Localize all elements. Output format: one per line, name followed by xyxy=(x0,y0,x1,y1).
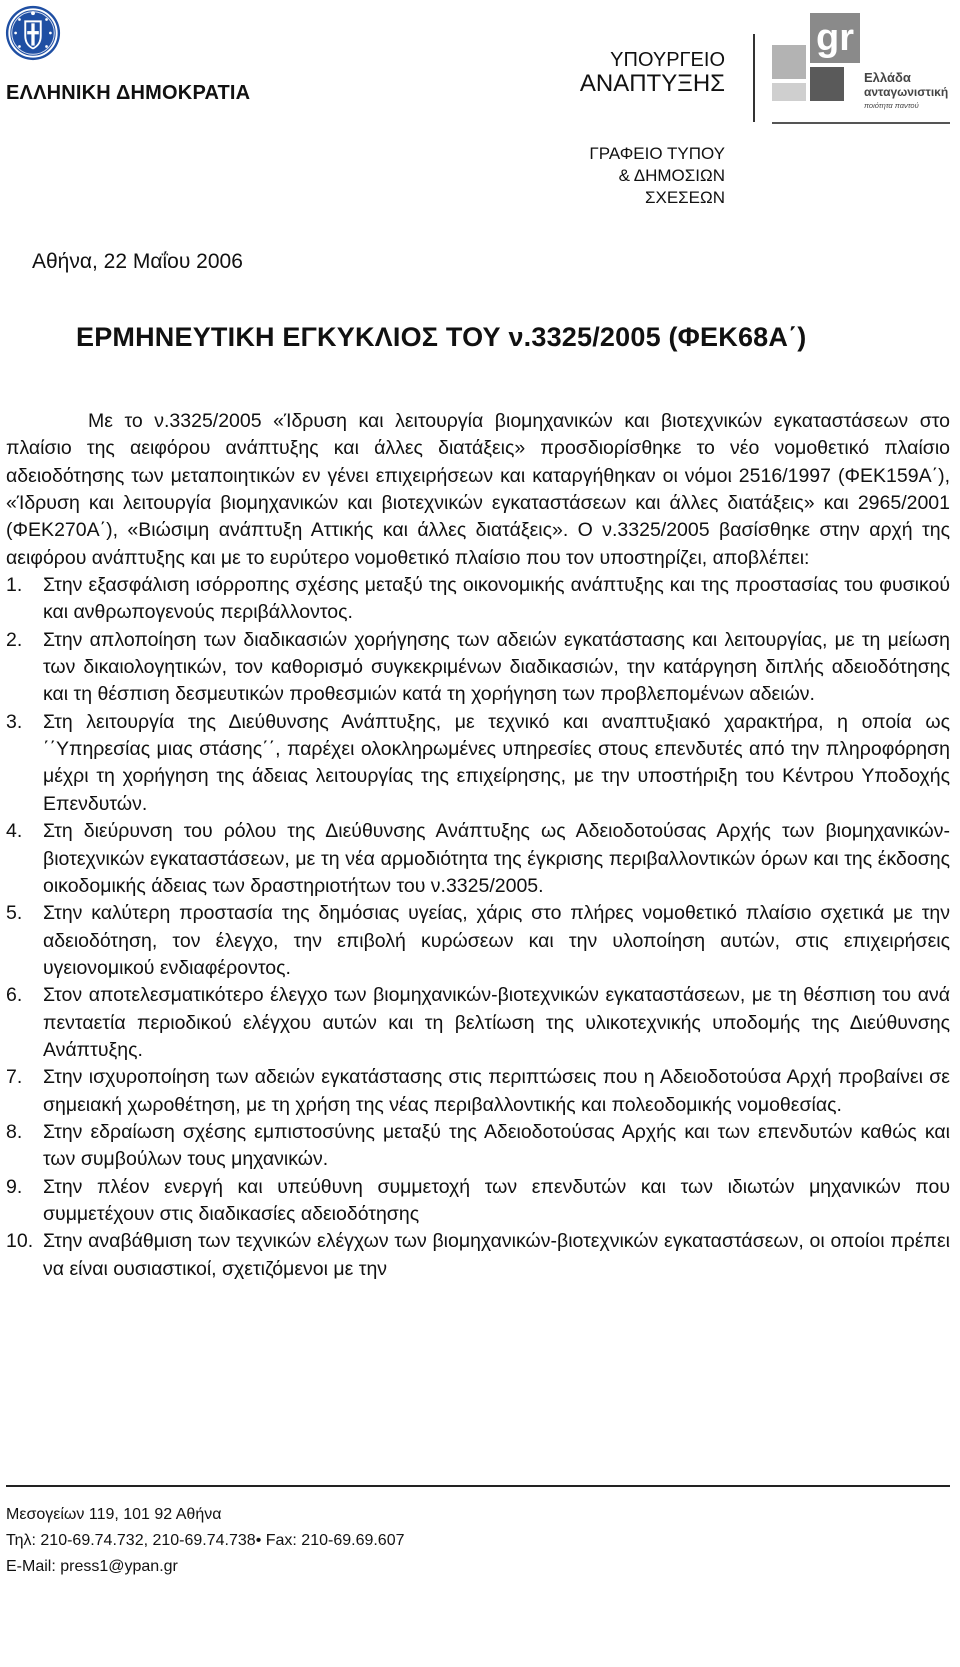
greece-competitive-logo xyxy=(772,10,952,118)
list-item-text: Στον αποτελεσματικότερο έλεγχο των βιομηχανικών-βιοτεχνικών εγκαταστάσεων, με τη θέσπιση του ανά πενταετία περιοδικού ελέγχου αυτών και τη βελτίωση της υλικοτεχνικής υποδομής της Διεύθυνσης Ανάπτυξης. xyxy=(43,984,950,1061)
list-item xyxy=(6,982,950,1064)
footer-email: E-Mail: press1@ypan.gr xyxy=(6,1558,178,1575)
press-office-line2: & ΔΗΜΟΣΙΩΝ ΣΧΕΣΕΩΝ xyxy=(618,166,725,208)
document-body xyxy=(6,408,950,1282)
list-item xyxy=(6,709,950,818)
list-item xyxy=(6,572,950,627)
greek-coat-of-arms-icon xyxy=(4,4,62,62)
press-office-line1: ΓΡΑΦΕΙΟ ΤΥΠΟΥ xyxy=(589,144,725,163)
list-item xyxy=(6,818,950,900)
list-item-text: Στην αναβάθμιση των τεχνικών ελέγχων των βιομηχανικών-βιοτεχνικών εγκαταστάσεων, οι οποίοι πρέπει να είναι ουσιαστικοί, σχετιζόμενοι με την xyxy=(43,1230,950,1280)
list-item-text: Στην απλοποίηση των διαδικασιών χορήγησης των αδειών εγκατάστασης και λειτουργίας, με τη μείωση των δικαιολογητικών, τον καθορισμό συγκεκριμένων διαδικασιών, την κατάργηση διπλής αδειοδότησης και τη θέσπιση δεσμευτικών προθεσμιών κατά τη χορήγηση των προβλεπομένων αδειών. xyxy=(43,628,950,706)
footer-divider xyxy=(6,1485,950,1487)
list-item-text: Στη διεύρυνση του ρόλου της Διεύθυνσης Ανάπτυξης ως Αδειοδοτούσας Αρχής των βιομηχανικών-βιοτεχνικών εγκαταστάσεων, με τη νέα αρμοδιότητα της έγκρισης περιβαλλοντικών όρων και της έκδοσης οικοδομικής άδειας των δραστηριοτήτων του ν.3325/2005. xyxy=(43,820,950,897)
list-item-number: 9. xyxy=(6,1175,23,1198)
list-item-number: 10. xyxy=(6,1230,34,1253)
gr-logo-line1: Ελλάδα xyxy=(864,70,911,85)
ministry-name-line1: ΥΠΟΥΡΓΕΙΟ xyxy=(610,49,725,71)
list-item-number: 2. xyxy=(6,628,23,651)
logo-underline xyxy=(772,122,950,124)
list-item xyxy=(6,1064,950,1119)
list-item-text: Στην ισχυροποίηση των αδειών εγκατάστασης στις περιπτώσεις που η Αδειοδοτούσα Αρχή προβαίνει σε σημειακή χωροθέτηση, με τη χρήση της νέας περιβαλλοντικής και πολεοδομικής νομοθεσίας. xyxy=(43,1066,950,1116)
ministry-name-line2: ΑΝΑΠΤΥΞΗΣ xyxy=(579,70,725,97)
list-item-text: Στην καλύτερη προστασία της δημόσιας υγείας, χάρις στο πλήρες νομοθετικό πλαίσιο σχετικά με την αδειοδότηση, τον έλεγχο, την επιβολή κυρώσεων και την υλοποίηση αυτών, στις επιχειρήσεις υγειονομικού ενδιαφέροντος. xyxy=(43,902,950,979)
list-item-number: 7. xyxy=(6,1066,23,1089)
list-item-text: Στην πλέον ενεργή και υπεύθυνη συμμετοχή των επενδυτών και των ιδιωτών μηχανικών που συμμετέχουν στις διαδικασίες αδειοδότησης xyxy=(43,1175,950,1225)
hellenic-republic-heading: ΕΛΛΗΝΙΚΗ ΔΗΜΟΚΡΑΤΙΑ xyxy=(6,82,251,104)
list-item xyxy=(6,1119,950,1174)
list-item xyxy=(6,627,950,709)
list-item-number: 8. xyxy=(6,1120,23,1143)
header-divider xyxy=(753,34,755,122)
gr-logo-years-bottom: 2010 xyxy=(854,80,861,96)
list-item-number: 6. xyxy=(6,984,23,1007)
document-title: ΕΡΜΗΝΕΥΤΙΚΗ ΕΓΚΥΚΛΙΟΣ ΤΟΥ ν.3325/2005 (ΦΕΚ68Α΄) xyxy=(76,322,807,352)
footer-phones: Τηλ: 210-69.74.732, 210-69.74.738• Fax: 210-69.69.607 xyxy=(6,1532,405,1549)
list-item xyxy=(6,900,950,982)
list-item-number: 4. xyxy=(6,820,23,843)
list-item-text: Στην εξασφάλιση ισόρροπης σχέσης μεταξύ της οικονομικής ανάπτυξης και της προστασίας του φυσικού και ανθρωπογενούς περιβάλλοντος. xyxy=(43,574,950,624)
list-item xyxy=(6,1174,950,1229)
list-item-number: 5. xyxy=(6,902,23,925)
ministry-name xyxy=(540,50,725,96)
intro-paragraph: Με το ν.3325/2005 «Ίδρυση και λειτουργία βιομηχανικών και βιοτεχνικών εγκαταστάσεων στο πλαίσιο της αειφόρου ανάπτυξης και άλλες διατάξεις» προσδιορίσθηκε το νέο νομοθετικό πλαίσιο αδειοδότησης των μεταποιητικών εν γένει επιχειρήσεων και καταργήθηκαν οι νόμοι 2516/1997 (ΦΕΚ159Α΄), «Ίδρυση και λειτουργία βιομηχανικών και βιοτεχνικών εγκαταστάσεων και άλλες διατάξεις» και 2965/2001 (ΦΕΚ270Α΄), «Βιώσιμη ανάπτυξη Αττικής και άλλες διατάξεις». Ο ν.3325/2005 βασίσθηκε στην αρχή της αειφόρου ανάπτυξης και με το ευρύτερο νομοθετικό πλαίσιο που τον υποστηρίζει, αποβλέπει: xyxy=(6,410,950,569)
footer-address: Μεσογείων 119, 101 92 Αθήνα xyxy=(6,1506,222,1523)
list-item-text: Στη λειτουργία της Διεύθυνσης Ανάπτυξης, με τεχνικό και αναπτυξιακό χαρακτήρα, η οποία ως ΄΄Υπηρεσίας μιας στάσης΄΄, παρέχει ολοκληρωμένες υπηρεσίες στους επενδυτές από την πληροφόρηση μέχρι τη χορήγηση της άδειας λειτουργίας της επιχείρησης, με την υποστήριξη του Κέντρου Υποδοχής Επενδυτών. xyxy=(43,710,950,815)
list-item-number: 3. xyxy=(6,710,23,733)
list-item-number: 1. xyxy=(6,574,23,597)
footer-contact xyxy=(6,1502,405,1580)
list-item-text: Στην εδραίωση σχέσης εμπιστοσύνης μεταξύ της Αδειοδοτούσας Αρχής και των επενδυτών καθώς και των συμβούλων τους μηχανικών. xyxy=(43,1120,950,1171)
objectives-list xyxy=(6,572,950,1282)
list-item xyxy=(6,1228,950,1282)
gr-logo-line2: ανταγωνιστική xyxy=(864,85,949,99)
gr-logo-mark: gr xyxy=(816,17,854,59)
gr-logo-line3: ποιότητα παντού xyxy=(864,101,919,110)
gr-logo-years-top: 2005 xyxy=(849,80,856,96)
document-date: Αθήνα, 22 Μαΐου 2006 xyxy=(32,250,243,273)
press-office xyxy=(545,143,725,209)
